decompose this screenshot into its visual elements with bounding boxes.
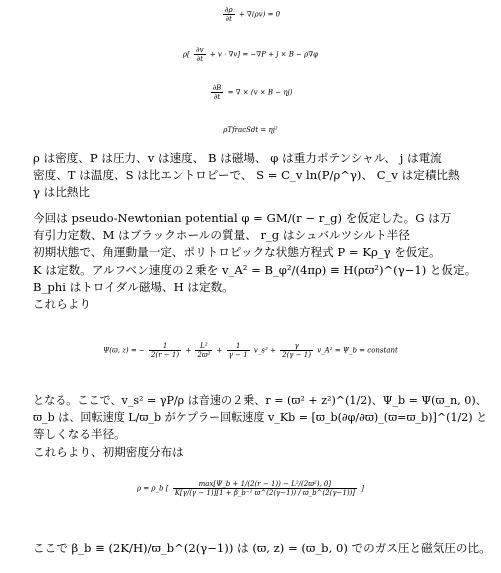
text-line: これらより、初期密度分布は [33,444,184,459]
assumptions-paragraph [33,210,493,313]
explanation-paragraph [33,392,493,461]
text-line: これらより [33,297,91,312]
text-line: ここで β_b ≡ (2K/H)/ϖ_b^(2(γ−1)) は (ϖ, z) = (ϖ_b, 0) でのガス圧と磁気圧の比。 [33,541,491,555]
bernoulli-fraction [280,342,313,359]
fraction-denominator: ∂t [213,93,221,102]
text-line: 今回は pseudo-Newtonian potential φ = GM/(r − r_g) を仮定した。G は万 [33,211,452,225]
bernoulli-fraction [149,342,181,359]
fraction-numerator: 1 [227,342,250,351]
fraction-numerator: max[Ψ_b + 1/(2(r − 1)) − L²/(2ϖ²), 0] [173,480,357,489]
text-line: 密度、T は温度、S は比エントロピーで、 S = C_v ln(P/ρ^γ)、 C_v は定積比熱 [33,168,460,183]
bernoulli-equation [0,342,501,359]
plus-sign: + [216,346,223,355]
fraction-numerator: ∂ρ [224,6,233,14]
fraction-numerator: ∂B [212,84,222,92]
text-line: ρ は密度、P は圧力、v は速度、 B は磁場、 φ は重力ポテンシャル、 j は電流 [33,151,442,165]
fraction-denominator: ∂t [225,15,232,24]
fraction-denominator: 2(γ − 1) [282,351,311,360]
momentum-lead: ρ[ [182,50,190,59]
energy-text: ρTfracSdt = ηj² [223,126,278,134]
fraction-numerator: ∂v [196,46,204,54]
density-equation [0,480,501,497]
text-line: 有引力定数、M はブラックホールの質量、 r_g はシュバルツシルト半径 [33,228,410,243]
closing-paragraph [33,540,493,557]
momentum-equation [0,46,501,63]
continuity-rhs: + ∇(ρv) = 0 [238,10,281,19]
continuity-equation [0,6,501,23]
induction-equation [0,84,501,101]
bernoulli-mid: v_s² + [253,346,276,355]
energy-equation [0,126,501,134]
fraction-denominator: K[γ/(γ − 1)][1 + β_b⁻¹ ϖ^(2(γ−1)) / ϖ_b^(2(γ−1))] [174,489,356,498]
bernoulli-lead: Ψ(ϖ, z) = − [103,346,145,355]
density-lead: ρ = ρ_b [ [136,484,169,493]
text-line: ϖ_b は、回転速度 L/ϖ_b がケプラー回転速度 v_Kb = [ϖ_b(∂φ/∂ϖ)_(ϖ=ϖ_b)]^(1/2) と [33,411,488,425]
density-tail: ] [361,484,365,493]
bernoulli-fraction [227,342,250,359]
induction-rhs: = ∇ × (v × B − ηj) [227,88,293,97]
continuity-fraction [223,6,235,23]
fraction-numerator: 1 [149,342,181,351]
fraction-numerator: L² [195,342,212,351]
density-fraction [173,480,357,497]
fraction-denominator: 2(r − 1) [151,351,180,360]
plus-sign: + [185,346,192,355]
text-line: B_phi はトロイダル磁場、H は定数。 [33,279,234,294]
bernoulli-fraction [195,342,212,359]
text-line: 初期状態で、角運動量一定、ポリトロピックな状態方程式 P = Kρ_γ を仮定。 [33,245,441,260]
fraction-denominator: ∂t [196,55,204,64]
fraction-denominator: γ − 1 [228,351,248,360]
text-line: K は定数。アルフベン速度の２乗を v_A² = B_φ²/(4πρ) ≡ H(ρϖ²)^(γ−1) と仮定。 [33,262,477,277]
momentum-fraction [194,46,206,63]
text-line: となる。ここで、v_s² = γP/ρ は音速の２乗、r = (ϖ² + z²)^(1/2)、Ψ_b = Ψ(ϖ_n, 0)、 [33,394,487,407]
definitions-paragraph [33,150,493,202]
bernoulli-tail: v_A² = Ψ_b = constant [317,346,398,355]
fraction-numerator: γ [280,342,313,351]
induction-fraction [211,84,224,101]
text-line: 等しくなる半径。 [33,427,126,442]
momentum-rhs: + v · ∇v] = −∇P + j × B − ρ∇φ [209,50,319,59]
text-line: γ は比熱比 [33,185,90,200]
fraction-denominator: 2ϖ² [197,351,211,360]
